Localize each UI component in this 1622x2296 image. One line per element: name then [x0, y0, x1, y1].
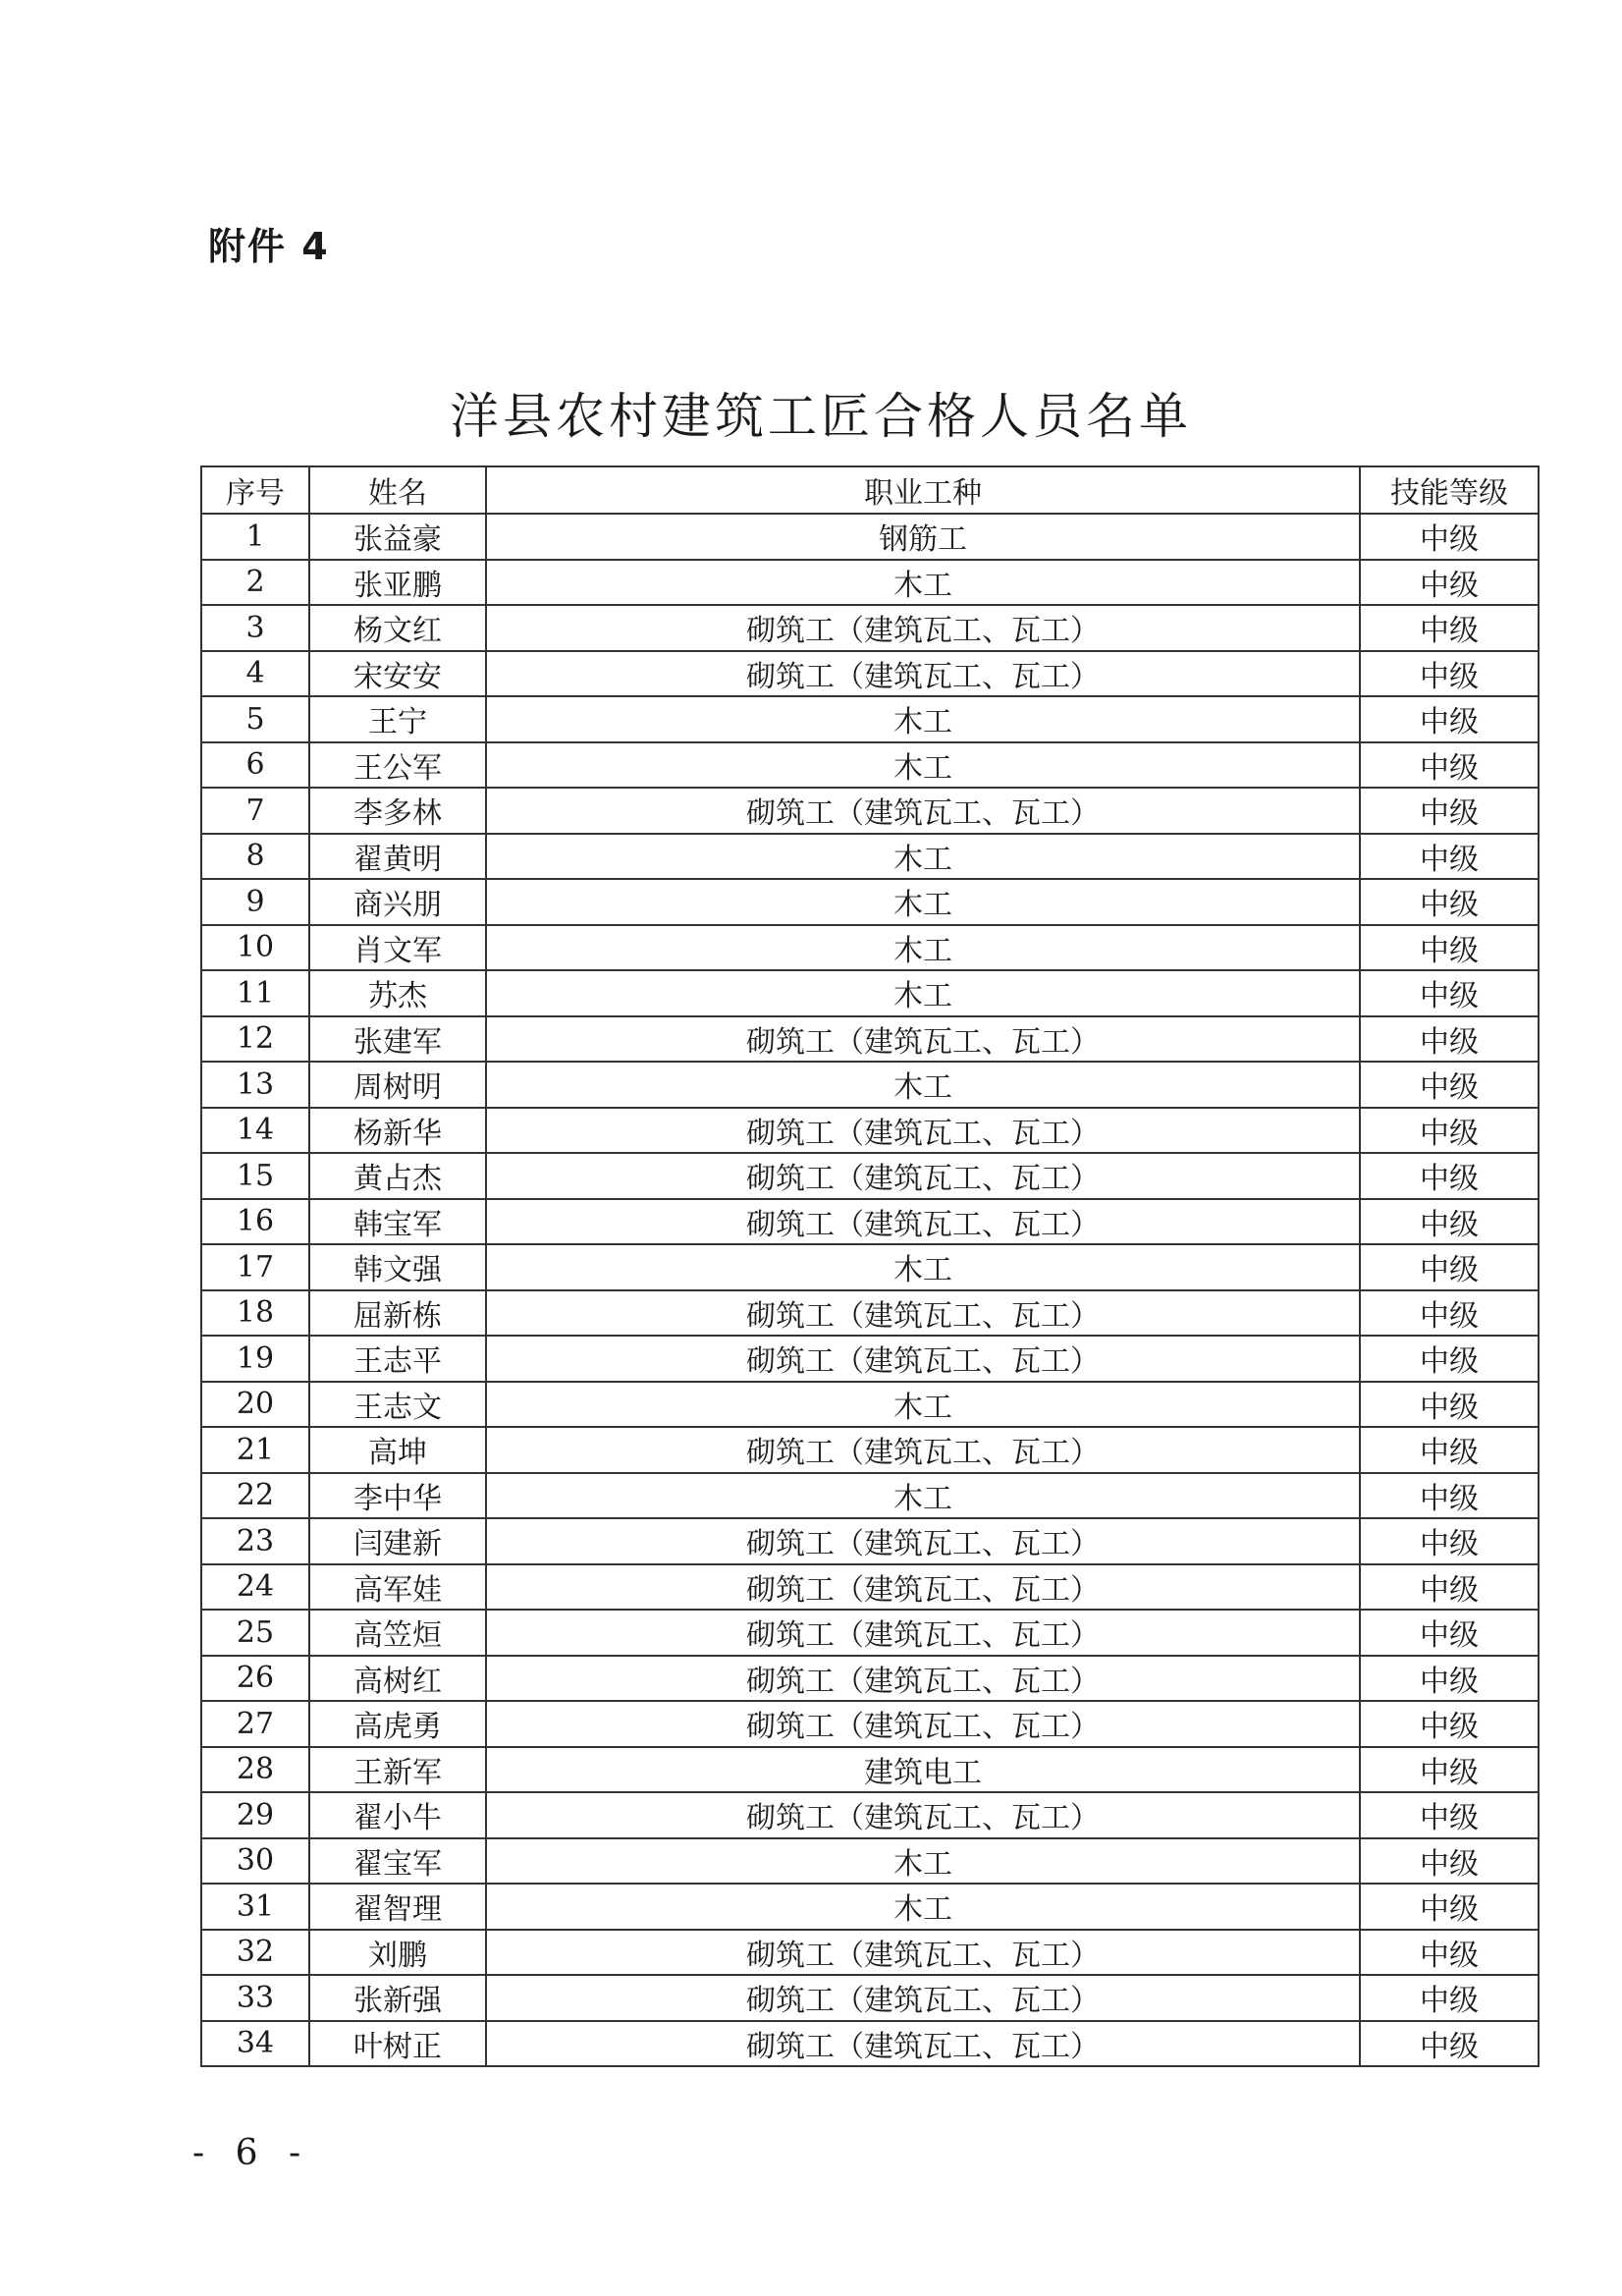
table-row	[201, 1518, 1539, 1564]
cell-occupation: 砌筑工（建筑瓦工、瓦工）	[486, 788, 1360, 834]
table-row	[201, 742, 1539, 789]
cell-index: 12	[201, 1016, 309, 1063]
table-row	[201, 2021, 1539, 2067]
table-row	[201, 1062, 1539, 1108]
cell-occupation: 砌筑工（建筑瓦工、瓦工）	[486, 651, 1360, 697]
cell-name: 商兴朋	[309, 879, 486, 925]
cell-name: 李中华	[309, 1473, 486, 1519]
cell-index: 29	[201, 1792, 309, 1838]
cell-occupation: 木工	[486, 696, 1360, 742]
cell-index: 31	[201, 1884, 309, 1930]
cell-skill-level: 中级	[1360, 1382, 1539, 1428]
cell-index: 7	[201, 788, 309, 834]
cell-name: 王新军	[309, 1747, 486, 1793]
table-body	[201, 514, 1539, 2066]
table-row	[201, 925, 1539, 971]
cell-occupation: 砌筑工（建筑瓦工、瓦工）	[486, 1336, 1360, 1382]
cell-index: 26	[201, 1656, 309, 1702]
cell-skill-level: 中级	[1360, 879, 1539, 925]
cell-occupation: 木工	[486, 1884, 1360, 1930]
cell-name: 王志文	[309, 1382, 486, 1428]
table-row	[201, 514, 1539, 560]
cell-skill-level: 中级	[1360, 1473, 1539, 1519]
cell-name: 翟智理	[309, 1884, 486, 1930]
page-number: - 6 -	[192, 2133, 311, 2173]
cell-occupation: 木工	[486, 970, 1360, 1016]
cell-skill-level: 中级	[1360, 1108, 1539, 1154]
table-row	[201, 560, 1539, 606]
cell-name: 韩文强	[309, 1244, 486, 1290]
cell-skill-level: 中级	[1360, 1199, 1539, 1245]
table-row	[201, 970, 1539, 1016]
table-row	[201, 1016, 1539, 1063]
cell-skill-level: 中级	[1360, 696, 1539, 742]
cell-name: 张建军	[309, 1016, 486, 1063]
cell-name: 韩宝军	[309, 1199, 486, 1245]
cell-name: 翟黄明	[309, 834, 486, 880]
cell-index: 28	[201, 1747, 309, 1793]
cell-name: 高虎勇	[309, 1701, 486, 1747]
cell-name: 王公军	[309, 742, 486, 789]
cell-name: 王宁	[309, 696, 486, 742]
cell-skill-level: 中级	[1360, 2021, 1539, 2067]
cell-skill-level: 中级	[1360, 1290, 1539, 1337]
cell-occupation: 木工	[486, 834, 1360, 880]
cell-index: 33	[201, 1975, 309, 2021]
cell-name: 高树红	[309, 1656, 486, 1702]
cell-index: 8	[201, 834, 309, 880]
cell-name: 杨新华	[309, 1108, 486, 1154]
cell-skill-level: 中级	[1360, 1884, 1539, 1930]
cell-index: 11	[201, 970, 309, 1016]
cell-occupation: 木工	[486, 1473, 1360, 1519]
cell-skill-level: 中级	[1360, 1610, 1539, 1656]
personnel-table	[200, 465, 1540, 2067]
cell-skill-level: 中级	[1360, 742, 1539, 789]
cell-name: 闫建新	[309, 1518, 486, 1564]
table-row	[201, 1153, 1539, 1199]
cell-occupation: 砌筑工（建筑瓦工、瓦工）	[486, 1564, 1360, 1611]
cell-occupation: 砌筑工（建筑瓦工、瓦工）	[486, 1108, 1360, 1154]
cell-skill-level: 中级	[1360, 1747, 1539, 1793]
column-header-name: 姓名	[309, 466, 486, 514]
table-row	[201, 651, 1539, 697]
table-row	[201, 1108, 1539, 1154]
cell-name: 李多林	[309, 788, 486, 834]
cell-index: 16	[201, 1199, 309, 1245]
cell-skill-level: 中级	[1360, 605, 1539, 651]
cell-index: 3	[201, 605, 309, 651]
cell-occupation: 砌筑工（建筑瓦工、瓦工）	[486, 1930, 1360, 1976]
cell-index: 25	[201, 1610, 309, 1656]
cell-name: 周树明	[309, 1062, 486, 1108]
cell-index: 30	[201, 1838, 309, 1885]
column-header-skill-level: 技能等级	[1360, 466, 1539, 514]
cell-occupation: 砌筑工（建筑瓦工、瓦工）	[486, 1975, 1360, 2021]
cell-index: 6	[201, 742, 309, 789]
cell-skill-level: 中级	[1360, 970, 1539, 1016]
cell-skill-level: 中级	[1360, 788, 1539, 834]
cell-skill-level: 中级	[1360, 651, 1539, 697]
table-row	[201, 1884, 1539, 1930]
cell-occupation: 木工	[486, 742, 1360, 789]
cell-name: 叶树正	[309, 2021, 486, 2067]
cell-index: 4	[201, 651, 309, 697]
cell-index: 10	[201, 925, 309, 971]
cell-occupation: 木工	[486, 1838, 1360, 1885]
cell-skill-level: 中级	[1360, 925, 1539, 971]
cell-index: 22	[201, 1473, 309, 1519]
cell-occupation: 砌筑工（建筑瓦工、瓦工）	[486, 1290, 1360, 1337]
cell-occupation: 砌筑工（建筑瓦工、瓦工）	[486, 1701, 1360, 1747]
cell-index: 32	[201, 1930, 309, 1976]
cell-skill-level: 中级	[1360, 1975, 1539, 2021]
table-row	[201, 1610, 1539, 1656]
cell-skill-level: 中级	[1360, 514, 1539, 560]
cell-name: 苏杰	[309, 970, 486, 1016]
table-row	[201, 1838, 1539, 1885]
cell-index: 23	[201, 1518, 309, 1564]
cell-name: 王志平	[309, 1336, 486, 1382]
cell-occupation: 木工	[486, 1244, 1360, 1290]
table-row	[201, 696, 1539, 742]
cell-occupation: 木工	[486, 925, 1360, 971]
cell-name: 高笠烜	[309, 1610, 486, 1656]
table-header-row	[201, 466, 1539, 514]
cell-occupation: 砌筑工（建筑瓦工、瓦工）	[486, 1610, 1360, 1656]
cell-occupation: 砌筑工（建筑瓦工、瓦工）	[486, 1656, 1360, 1702]
table-row	[201, 1473, 1539, 1519]
cell-skill-level: 中级	[1360, 1016, 1539, 1063]
document-title: 洋县农村建筑工匠合格人员名单	[450, 388, 1192, 445]
cell-name: 肖文军	[309, 925, 486, 971]
table-row	[201, 1382, 1539, 1428]
cell-occupation: 砌筑工（建筑瓦工、瓦工）	[486, 605, 1360, 651]
cell-skill-level: 中级	[1360, 1336, 1539, 1382]
cell-skill-level: 中级	[1360, 1244, 1539, 1290]
cell-occupation: 建筑电工	[486, 1747, 1360, 1793]
cell-occupation: 木工	[486, 1062, 1360, 1108]
cell-name: 翟小牛	[309, 1792, 486, 1838]
cell-index: 34	[201, 2021, 309, 2067]
cell-name: 宋安安	[309, 651, 486, 697]
cell-name: 高坤	[309, 1427, 486, 1473]
cell-name: 张亚鹏	[309, 560, 486, 606]
table-row	[201, 1930, 1539, 1976]
column-header-occupation: 职业工种	[486, 466, 1360, 514]
cell-occupation: 木工	[486, 1382, 1360, 1428]
cell-name: 高军娃	[309, 1564, 486, 1611]
table-row	[201, 1336, 1539, 1382]
cell-skill-level: 中级	[1360, 1656, 1539, 1702]
cell-skill-level: 中级	[1360, 1564, 1539, 1611]
cell-index: 27	[201, 1701, 309, 1747]
cell-occupation: 钢筋工	[486, 514, 1360, 560]
table-row	[201, 1792, 1539, 1838]
table-row	[201, 605, 1539, 651]
cell-occupation: 砌筑工（建筑瓦工、瓦工）	[486, 1153, 1360, 1199]
cell-skill-level: 中级	[1360, 560, 1539, 606]
cell-occupation: 木工	[486, 560, 1360, 606]
attachment-label: 附件 4	[208, 225, 330, 268]
cell-occupation: 砌筑工（建筑瓦工、瓦工）	[486, 1199, 1360, 1245]
table-row	[201, 1975, 1539, 2021]
cell-index: 21	[201, 1427, 309, 1473]
cell-skill-level: 中级	[1360, 1062, 1539, 1108]
cell-skill-level: 中级	[1360, 1930, 1539, 1976]
cell-index: 1	[201, 514, 309, 560]
cell-index: 18	[201, 1290, 309, 1337]
cell-index: 13	[201, 1062, 309, 1108]
cell-skill-level: 中级	[1360, 1153, 1539, 1199]
cell-index: 2	[201, 560, 309, 606]
cell-name: 杨文红	[309, 605, 486, 651]
table-row	[201, 879, 1539, 925]
cell-skill-level: 中级	[1360, 834, 1539, 880]
table-row	[201, 1564, 1539, 1611]
cell-index: 19	[201, 1336, 309, 1382]
cell-index: 24	[201, 1564, 309, 1611]
cell-name: 张新强	[309, 1975, 486, 2021]
cell-name: 刘鹏	[309, 1930, 486, 1976]
cell-occupation: 砌筑工（建筑瓦工、瓦工）	[486, 1792, 1360, 1838]
cell-index: 17	[201, 1244, 309, 1290]
cell-index: 5	[201, 696, 309, 742]
table-row	[201, 1199, 1539, 1245]
cell-skill-level: 中级	[1360, 1518, 1539, 1564]
cell-name: 翟宝军	[309, 1838, 486, 1885]
cell-skill-level: 中级	[1360, 1792, 1539, 1838]
table-row	[201, 788, 1539, 834]
cell-index: 15	[201, 1153, 309, 1199]
cell-occupation: 砌筑工（建筑瓦工、瓦工）	[486, 1427, 1360, 1473]
cell-index: 14	[201, 1108, 309, 1154]
column-header-index: 序号	[201, 466, 309, 514]
table-row	[201, 834, 1539, 880]
table-row	[201, 1290, 1539, 1337]
cell-name: 张益豪	[309, 514, 486, 560]
table-row	[201, 1656, 1539, 1702]
cell-occupation: 砌筑工（建筑瓦工、瓦工）	[486, 2021, 1360, 2067]
table-row	[201, 1244, 1539, 1290]
cell-skill-level: 中级	[1360, 1838, 1539, 1885]
cell-occupation: 砌筑工（建筑瓦工、瓦工）	[486, 1016, 1360, 1063]
table-row	[201, 1427, 1539, 1473]
cell-index: 9	[201, 879, 309, 925]
table-row	[201, 1701, 1539, 1747]
cell-index: 20	[201, 1382, 309, 1428]
cell-name: 黄占杰	[309, 1153, 486, 1199]
cell-name: 屈新栋	[309, 1290, 486, 1337]
cell-occupation: 木工	[486, 879, 1360, 925]
cell-skill-level: 中级	[1360, 1701, 1539, 1747]
table-row	[201, 1747, 1539, 1793]
cell-occupation: 砌筑工（建筑瓦工、瓦工）	[486, 1518, 1360, 1564]
cell-skill-level: 中级	[1360, 1427, 1539, 1473]
